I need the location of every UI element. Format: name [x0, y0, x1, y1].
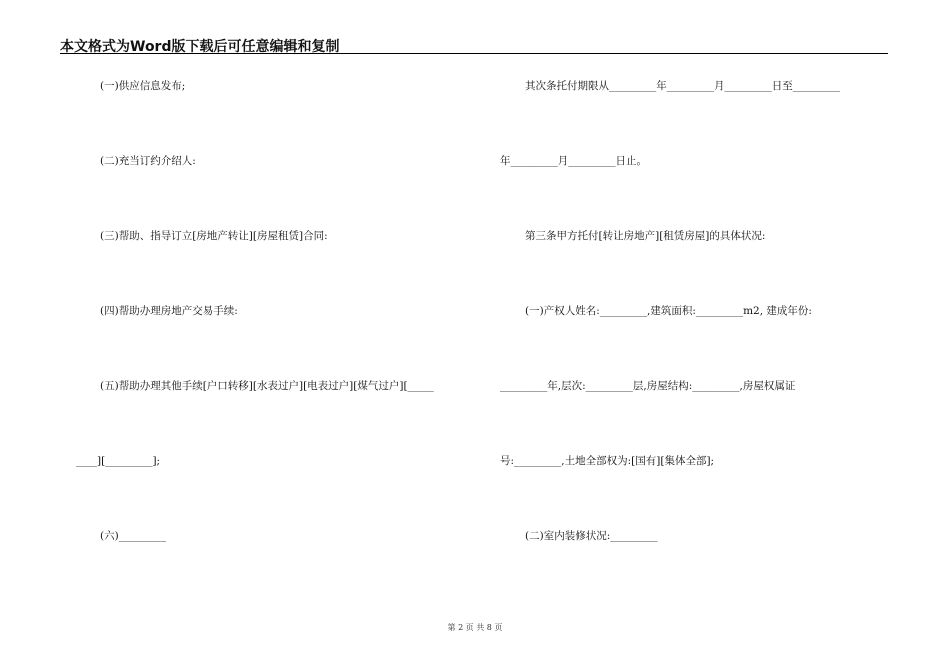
right-line-2: 年_________月_________日止。: [500, 155, 647, 167]
left-line-4: (四)帮助办理房地产交易手续:: [100, 305, 238, 317]
left-line-3: (三)帮助、指导订立[房地产转让][房屋租赁]合同:: [100, 230, 328, 242]
left-line-7: (六)_________: [100, 530, 166, 542]
document-header-title: 本文格式为Word版下载后可任意编辑和复制: [60, 39, 340, 55]
left-line-5: (五)帮助办理其他手续[户口转移][水表过户][电表过户][煤气过户][_____: [100, 380, 434, 392]
right-line-5: _________年,层次:_________层,房屋结构:_________,房屋权属证: [500, 380, 796, 392]
right-line-7: (二)室内装修状况:_________: [525, 530, 658, 542]
right-line-6: 号:_________,土地全部权为:[国有][集体全部];: [500, 455, 715, 467]
header-divider: [60, 53, 888, 54]
right-line-3: 第三条甲方托付[转让房地产][租赁房屋]的具体状况:: [525, 230, 766, 242]
page-number-footer: 第 2 页 共 8 页: [447, 623, 503, 632]
left-line-2: (二)充当订约介绍人:: [100, 155, 196, 167]
right-line-1: 其次条托付期限从_________年_________月_________日至_________: [525, 80, 840, 92]
left-line-6: ____][_________];: [76, 455, 161, 467]
left-line-1: (一)供应信息发布;: [100, 80, 186, 92]
right-line-4: (一)产权人姓名:_________,建筑面积:_________m2, 建成年份:: [525, 305, 812, 317]
